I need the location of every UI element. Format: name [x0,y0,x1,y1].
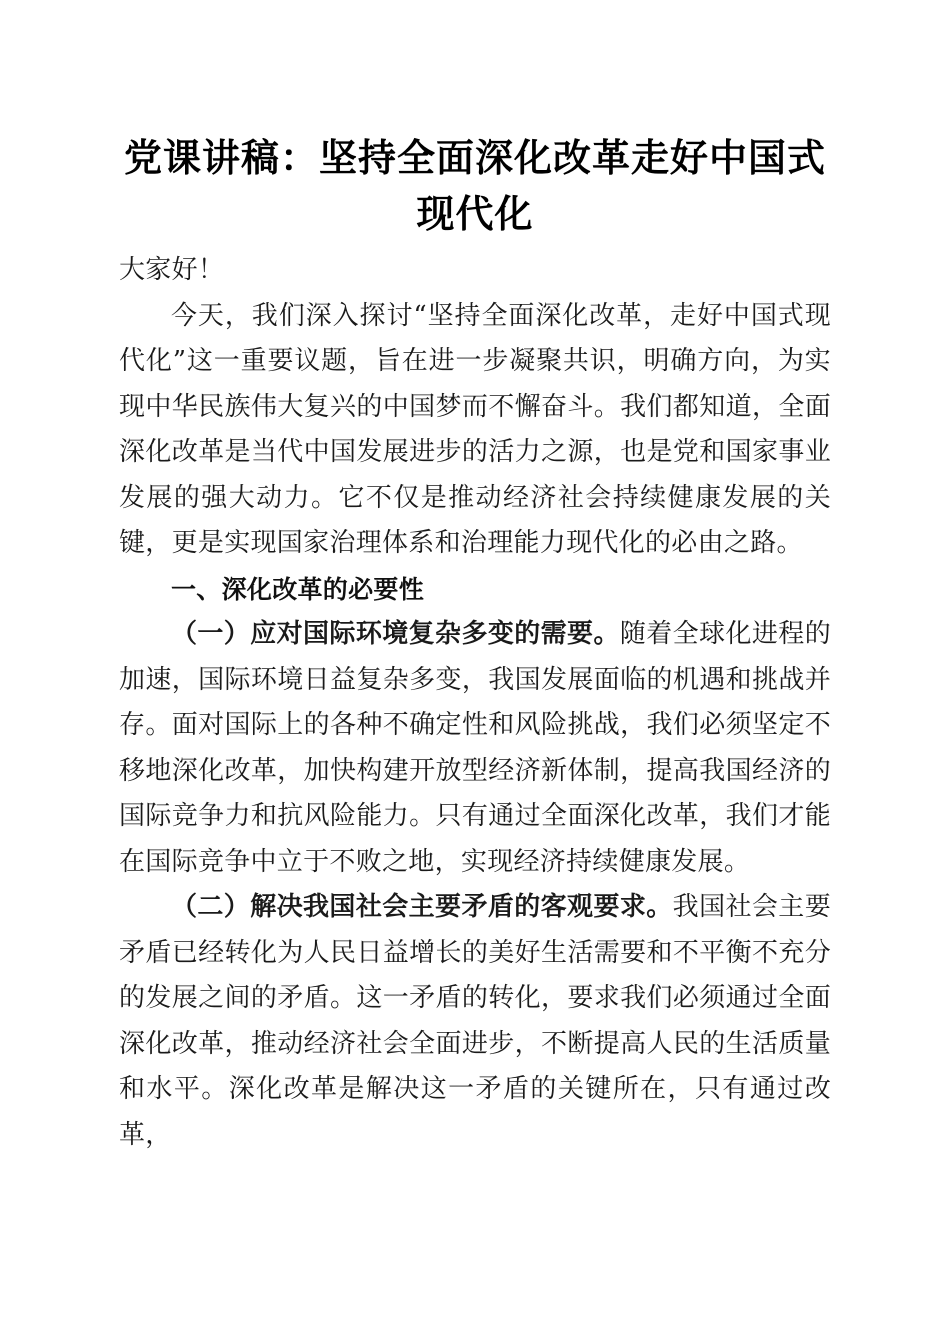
point-two-paragraph [119,885,831,1158]
document-body [119,248,831,1158]
intro-paragraph: 今天，我们深入探讨“坚持全面深化改革，走好中国式现代化”这一重要议题，旨在进一步凝聚共识，明确方向，为实现中华民族伟大复兴的中国梦而不懈奋斗。我们都知道，全面深化改革是当代中国发展进步的活力之源，也是党和国家事业发展的强大动力。它不仅是推动经济社会持续健康发展的关键，更是实现国家治理体系和治理能力现代化的必由之路。 [119,300,831,558]
point-one-lead: （一）应对国际环境复杂多变的需要。 [171,619,620,649]
greeting-paragraph: 大家好！ [119,255,225,285]
point-one-body: 随着全球化进程的加速，国际环境日益复杂多变，我国发展面临的机遇和挑战并存。面对国际上的各种不确定性和风险挑战，我们必须坚定不移地深化改革，加快构建开放型经济新体制，提高我国经济的国际竞争力和抗风险能力。只有通过全面深化改革，我们才能在国际竞争中立于不败之地，实现经济持续健康发展。 [119,619,831,877]
section-heading: 一、深化改革的必要性 [171,574,425,604]
point-one-paragraph [119,612,831,885]
point-two-lead: （二）解决我国社会主要矛盾的客观要求。 [171,892,673,922]
point-two-body: 我国社会主要矛盾已经转化为人民日益增长的美好生活需要和不平衡不充分的发展之间的矛盾。这一矛盾的转化，要求我们必须通过全面深化改革，推动经济社会全面进步，不断提高人民的生活质量和水平。深化改革是解决这一矛盾的关键所在，只有通过改革， [119,892,831,1150]
document-title: 党课讲稿：坚持全面深化改革走好中国式现代化 [123,135,826,236]
